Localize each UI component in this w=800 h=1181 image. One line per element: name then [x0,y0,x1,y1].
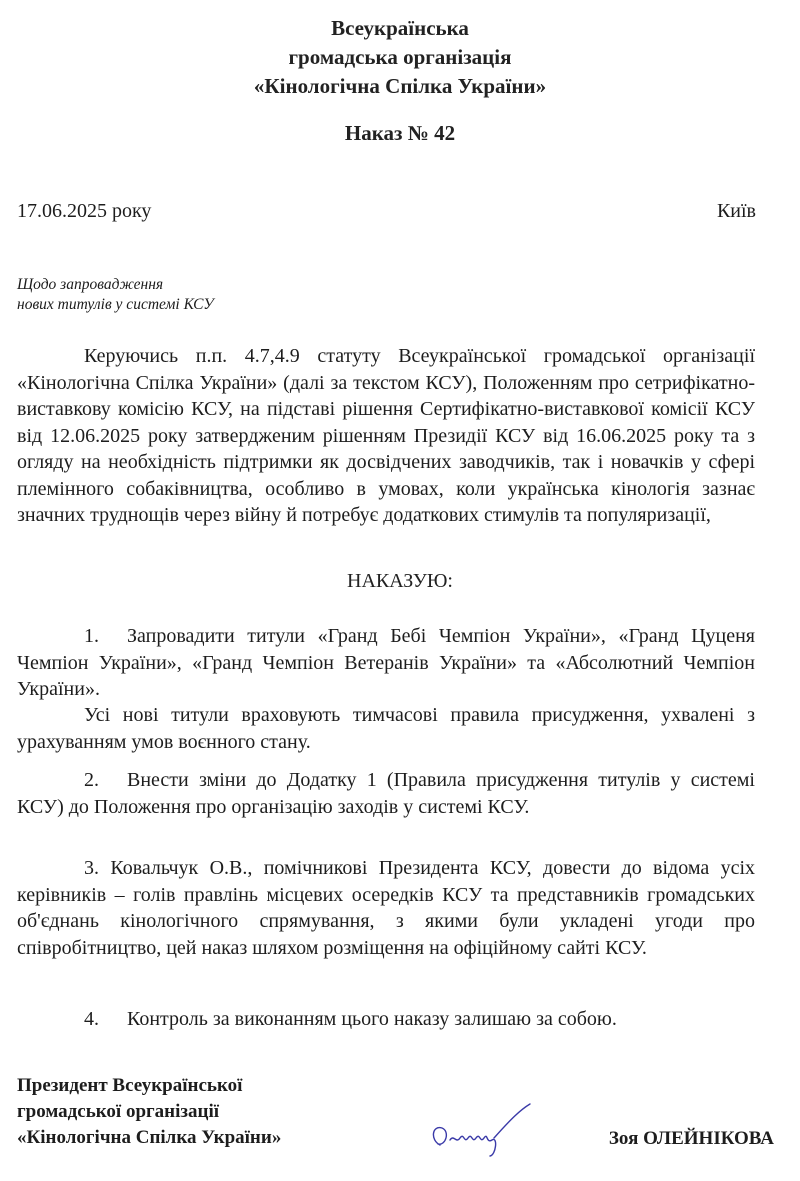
item-text: Внести зміни до Додатку 1 (Правила присудження титулів у системі КСУ) до Положення про організацію заходів у системі КСУ. [17,769,755,818]
signatory-title-line2: громадської організації [17,1101,220,1122]
subject-line2: нових титулів у системі КСУ [17,296,214,313]
decree-item-3 [17,855,755,961]
item-number: 1. [84,625,99,647]
item-text: Запровадити титули «Гранд Бебі Чемпіон України», «Гранд Цуценя Чемпіон України», «Гранд Чемпіон Ветеранів України» та «Абсолютний Чемпіон України». [17,625,755,700]
intro-paragraph: Керуючись п.п. 4.7,4.9 статуту Всеукраїнської громадської організації «Кінологічна Спілка України» (далі за текстом КСУ), Положенням про сетрифікатно-виставкову комісію КСУ, на підставі рішення Сертифікатно-виставкової комісії КСУ від 12.06.2025 року затвердженим рішенням Президії КСУ від 16.06.2025 року та з огляду на необхідність підтримки як досвідчених заводчиків, так і новачків у сфері племінного собаківництва, особливо в умовах, коли українська кінологія зазнає значних труднощів через війну й потребує додаткових стимулів та популяризації, [17,345,755,526]
decree-item-4 [17,1006,755,1033]
decree-item-1 [17,623,755,703]
item-text: Контроль за виконанням цього наказу залишаю за собою. [127,1008,617,1030]
order-city: Київ [716,200,756,222]
signatory-title-line3: «Кінологічна Спілка України» [17,1127,282,1148]
organization-header [0,14,800,101]
signatory-title [17,1073,281,1151]
decree-heading: НАКАЗУЮ: [347,570,453,592]
item-number: 4. [84,1008,99,1030]
order-subject [17,275,214,315]
decree-item-2 [17,767,755,820]
item-text: Ковальчук О.В., помічникові Президента КСУ, довести до відома усіх керівників – голів правлінь місцевих осередків КСУ та представників громадських об'єднань кінологічного спрямування, з якими були укладені угоди про співробітництво, цей наказ шляхом розміщення на офіційному сайті КСУ. [17,857,756,959]
org-name-line1: Всеукраїнська [331,16,469,40]
org-name-line2: громадська організація [288,45,512,69]
subject-line1: Щодо запровадження [17,276,164,293]
item-number: 2. [84,769,99,791]
org-name-line3: «Кінологічна Спілка України» [253,74,547,98]
signatory-title-line1: Президент Всеукраїнської [17,1075,243,1096]
item-number: 3. [84,857,99,879]
handwritten-signature-icon [420,1100,560,1160]
signer-name: Зоя ОЛЕЙНІКОВА [608,1128,774,1149]
order-number: Наказ № 42 [344,121,456,145]
order-date: 17.06.2025 року [17,200,152,222]
decree-item-1-note: Усі нові титули враховують тимчасові правила присудження, ухвалені з урахуванням умов воєнного стану. [17,704,755,753]
